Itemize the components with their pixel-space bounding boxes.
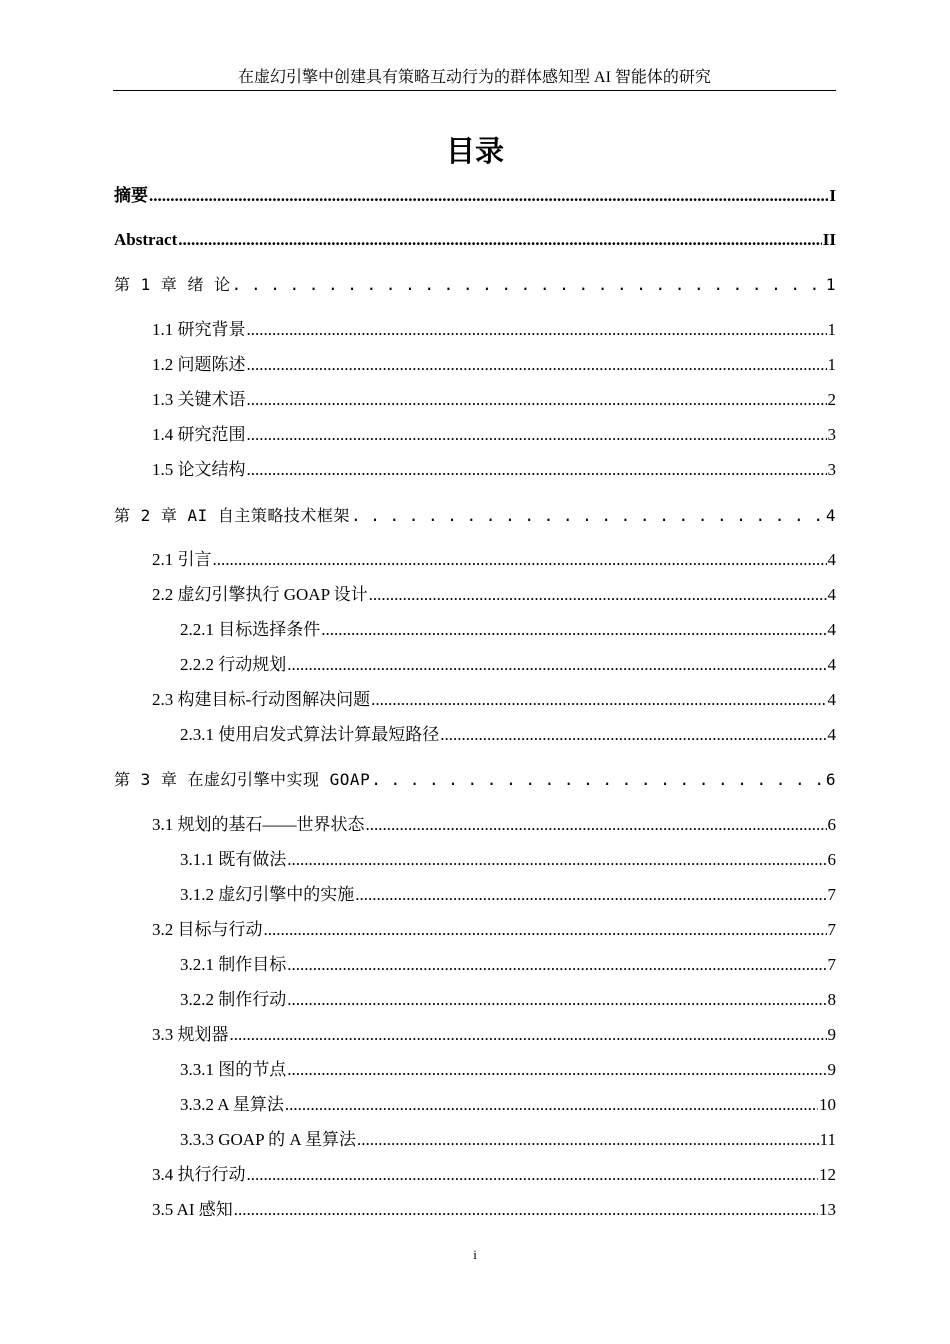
toc-entry-page: I bbox=[829, 186, 836, 205]
dot-leader bbox=[287, 653, 826, 677]
dot-leader bbox=[213, 548, 827, 572]
toc-entry[interactable] bbox=[114, 228, 836, 252]
toc-entry[interactable] bbox=[152, 1163, 836, 1187]
toc-entry[interactable] bbox=[180, 953, 836, 977]
toc-entry[interactable] bbox=[152, 548, 836, 572]
toc-entry[interactable] bbox=[114, 184, 836, 208]
toc-entry-label: 3.3.1 图的节点 bbox=[180, 1060, 287, 1079]
toc-entry-label: 1.4 研究范围 bbox=[152, 425, 246, 444]
toc-entry[interactable] bbox=[152, 688, 836, 712]
dot-leader bbox=[247, 423, 827, 447]
dot-leader bbox=[247, 1163, 819, 1187]
toc-entry-page: 13 bbox=[819, 1200, 836, 1219]
dot-leader bbox=[287, 848, 826, 872]
dot-leader bbox=[287, 988, 826, 1012]
toc-entry-page: 1 bbox=[825, 275, 836, 294]
toc-entry[interactable] bbox=[180, 1128, 836, 1152]
dot-leader bbox=[366, 813, 827, 837]
dot-leader bbox=[369, 583, 827, 607]
toc-entry-label: 2.3 构建目标-行动图解决问题 bbox=[152, 690, 371, 709]
toc-entry[interactable] bbox=[152, 583, 836, 607]
toc-entry[interactable] bbox=[114, 273, 836, 297]
dot-leader bbox=[371, 688, 826, 712]
dot-leader bbox=[285, 1093, 818, 1117]
toc-entry[interactable] bbox=[152, 318, 836, 342]
toc-entry-label: 2.2.2 行动规划 bbox=[180, 655, 287, 674]
toc-entry-page: 4 bbox=[827, 725, 836, 744]
toc-entry-page: 1 bbox=[827, 355, 836, 374]
toc-entry-page: 11 bbox=[819, 1130, 836, 1149]
toc-entry-page: 4 bbox=[827, 690, 836, 709]
dot-leader bbox=[230, 1023, 827, 1047]
dot-leader bbox=[247, 458, 827, 482]
toc-entry[interactable] bbox=[180, 1058, 836, 1082]
toc-entry[interactable] bbox=[180, 618, 836, 642]
dot-leader bbox=[355, 883, 826, 907]
dot-leader bbox=[247, 318, 827, 342]
dot-leader bbox=[357, 1128, 819, 1152]
toc-entry-label: 第 3 章 在虚幻引擎中实现 GOAP bbox=[114, 770, 371, 789]
toc-entry[interactable] bbox=[152, 423, 836, 447]
toc-entry[interactable] bbox=[152, 1023, 836, 1047]
running-header: 在虚幻引擎中创建具有策略互动行为的群体感知型 AI 智能体的研究 bbox=[238, 69, 711, 86]
toc-entry-page: II bbox=[822, 230, 836, 249]
header-divider bbox=[113, 90, 836, 91]
toc-entry-label: 3.1.2 虚幻引擎中的实施 bbox=[180, 885, 355, 904]
toc-entry-label: 2.3.1 使用启发式算法计算最短路径 bbox=[180, 725, 440, 744]
dot-leader bbox=[440, 723, 826, 747]
dot-leader bbox=[287, 953, 826, 977]
toc-entry-page: 7 bbox=[827, 885, 836, 904]
dot-leader bbox=[247, 353, 827, 377]
dot-leader bbox=[287, 1058, 826, 1082]
toc-entry[interactable] bbox=[152, 353, 836, 377]
toc-entry-page: 4 bbox=[827, 655, 836, 674]
toc-entry-page: 7 bbox=[827, 920, 836, 939]
toc-entry[interactable] bbox=[180, 1093, 836, 1117]
toc-entry[interactable] bbox=[180, 883, 836, 907]
toc-entry-page: 9 bbox=[827, 1060, 836, 1079]
toc-entry-label: 3.1.1 既有做法 bbox=[180, 850, 287, 869]
toc-entry-label: 第 2 章 AI 自主策略技术框架 bbox=[114, 506, 350, 525]
toc-entry-page: 6 bbox=[827, 850, 836, 869]
toc-entry-page: 7 bbox=[827, 955, 836, 974]
dot-leader bbox=[178, 228, 822, 252]
toc-entry-label: 2.1 引言 bbox=[152, 550, 212, 569]
toc-entry[interactable] bbox=[152, 458, 836, 482]
dot-leader bbox=[247, 388, 827, 412]
toc-entry-page: 6 bbox=[825, 770, 836, 789]
toc-entry-label: 3.2 目标与行动 bbox=[152, 920, 263, 939]
toc-entry-page: 9 bbox=[827, 1025, 836, 1044]
toc-entry[interactable] bbox=[152, 813, 836, 837]
toc-entry[interactable] bbox=[180, 653, 836, 677]
dot-leader bbox=[321, 618, 826, 642]
toc-entry-page: 12 bbox=[819, 1165, 836, 1184]
toc-entry[interactable] bbox=[114, 768, 836, 792]
toc-entry-label: 2.2 虚幻引擎执行 GOAP 设计 bbox=[152, 585, 368, 604]
dot-leader bbox=[232, 273, 825, 297]
toc-entry-label: 3.1 规划的基石——世界状态 bbox=[152, 815, 365, 834]
toc-entry-label: 第 1 章 绪 论 bbox=[114, 275, 231, 294]
toc-entry-page: 4 bbox=[827, 550, 836, 569]
toc-entry-page: 3 bbox=[827, 425, 836, 444]
toc-entry-page: 6 bbox=[827, 815, 836, 834]
toc-entry-page: 10 bbox=[819, 1095, 836, 1114]
dot-leader bbox=[149, 184, 828, 208]
toc-entry-label: 1.1 研究背景 bbox=[152, 320, 246, 339]
toc-entry-label: 3.3 规划器 bbox=[152, 1025, 229, 1044]
toc-entry-page: 2 bbox=[827, 390, 836, 409]
dot-leader bbox=[351, 504, 825, 528]
toc-entry-page: 4 bbox=[825, 506, 836, 525]
dot-leader bbox=[371, 768, 825, 792]
dot-leader bbox=[264, 918, 827, 942]
toc-entry[interactable] bbox=[180, 848, 836, 872]
toc-entry-label: 1.2 问题陈述 bbox=[152, 355, 246, 374]
toc-entry[interactable] bbox=[152, 918, 836, 942]
toc-entry-label: 1.3 关键术语 bbox=[152, 390, 246, 409]
toc-entry-page: 3 bbox=[827, 460, 836, 479]
toc-entry[interactable] bbox=[152, 1198, 836, 1222]
dot-leader bbox=[234, 1198, 818, 1222]
toc-entry-page: 8 bbox=[827, 990, 836, 1009]
page-title: 目录 bbox=[445, 136, 504, 168]
toc-entry-label: 3.5 AI 感知 bbox=[152, 1200, 233, 1219]
toc-entry-label: 3.3.3 GOAP 的 A 星算法 bbox=[180, 1130, 356, 1149]
toc-entry-label: 3.2.1 制作目标 bbox=[180, 955, 287, 974]
toc-entry-page: 4 bbox=[827, 585, 836, 604]
toc-entry-label: 3.3.2 A 星算法 bbox=[180, 1095, 284, 1114]
toc-entry[interactable] bbox=[180, 988, 836, 1012]
toc-entry-label: 1.5 论文结构 bbox=[152, 460, 246, 479]
toc-entry-label: Abstract bbox=[114, 230, 178, 249]
toc-entry[interactable] bbox=[180, 723, 836, 747]
toc-entry-page: 4 bbox=[827, 620, 836, 639]
toc-entry-label: 3.2.2 制作行动 bbox=[180, 990, 287, 1009]
toc-entry-label: 2.2.1 目标选择条件 bbox=[180, 620, 321, 639]
toc-entry-page: 1 bbox=[827, 320, 836, 339]
page-number: i bbox=[473, 1247, 477, 1262]
toc-entry-label: 摘要 bbox=[114, 186, 148, 205]
toc-entry[interactable] bbox=[152, 388, 836, 412]
toc-entry[interactable] bbox=[114, 504, 836, 528]
toc-entry-label: 3.4 执行行动 bbox=[152, 1165, 246, 1184]
